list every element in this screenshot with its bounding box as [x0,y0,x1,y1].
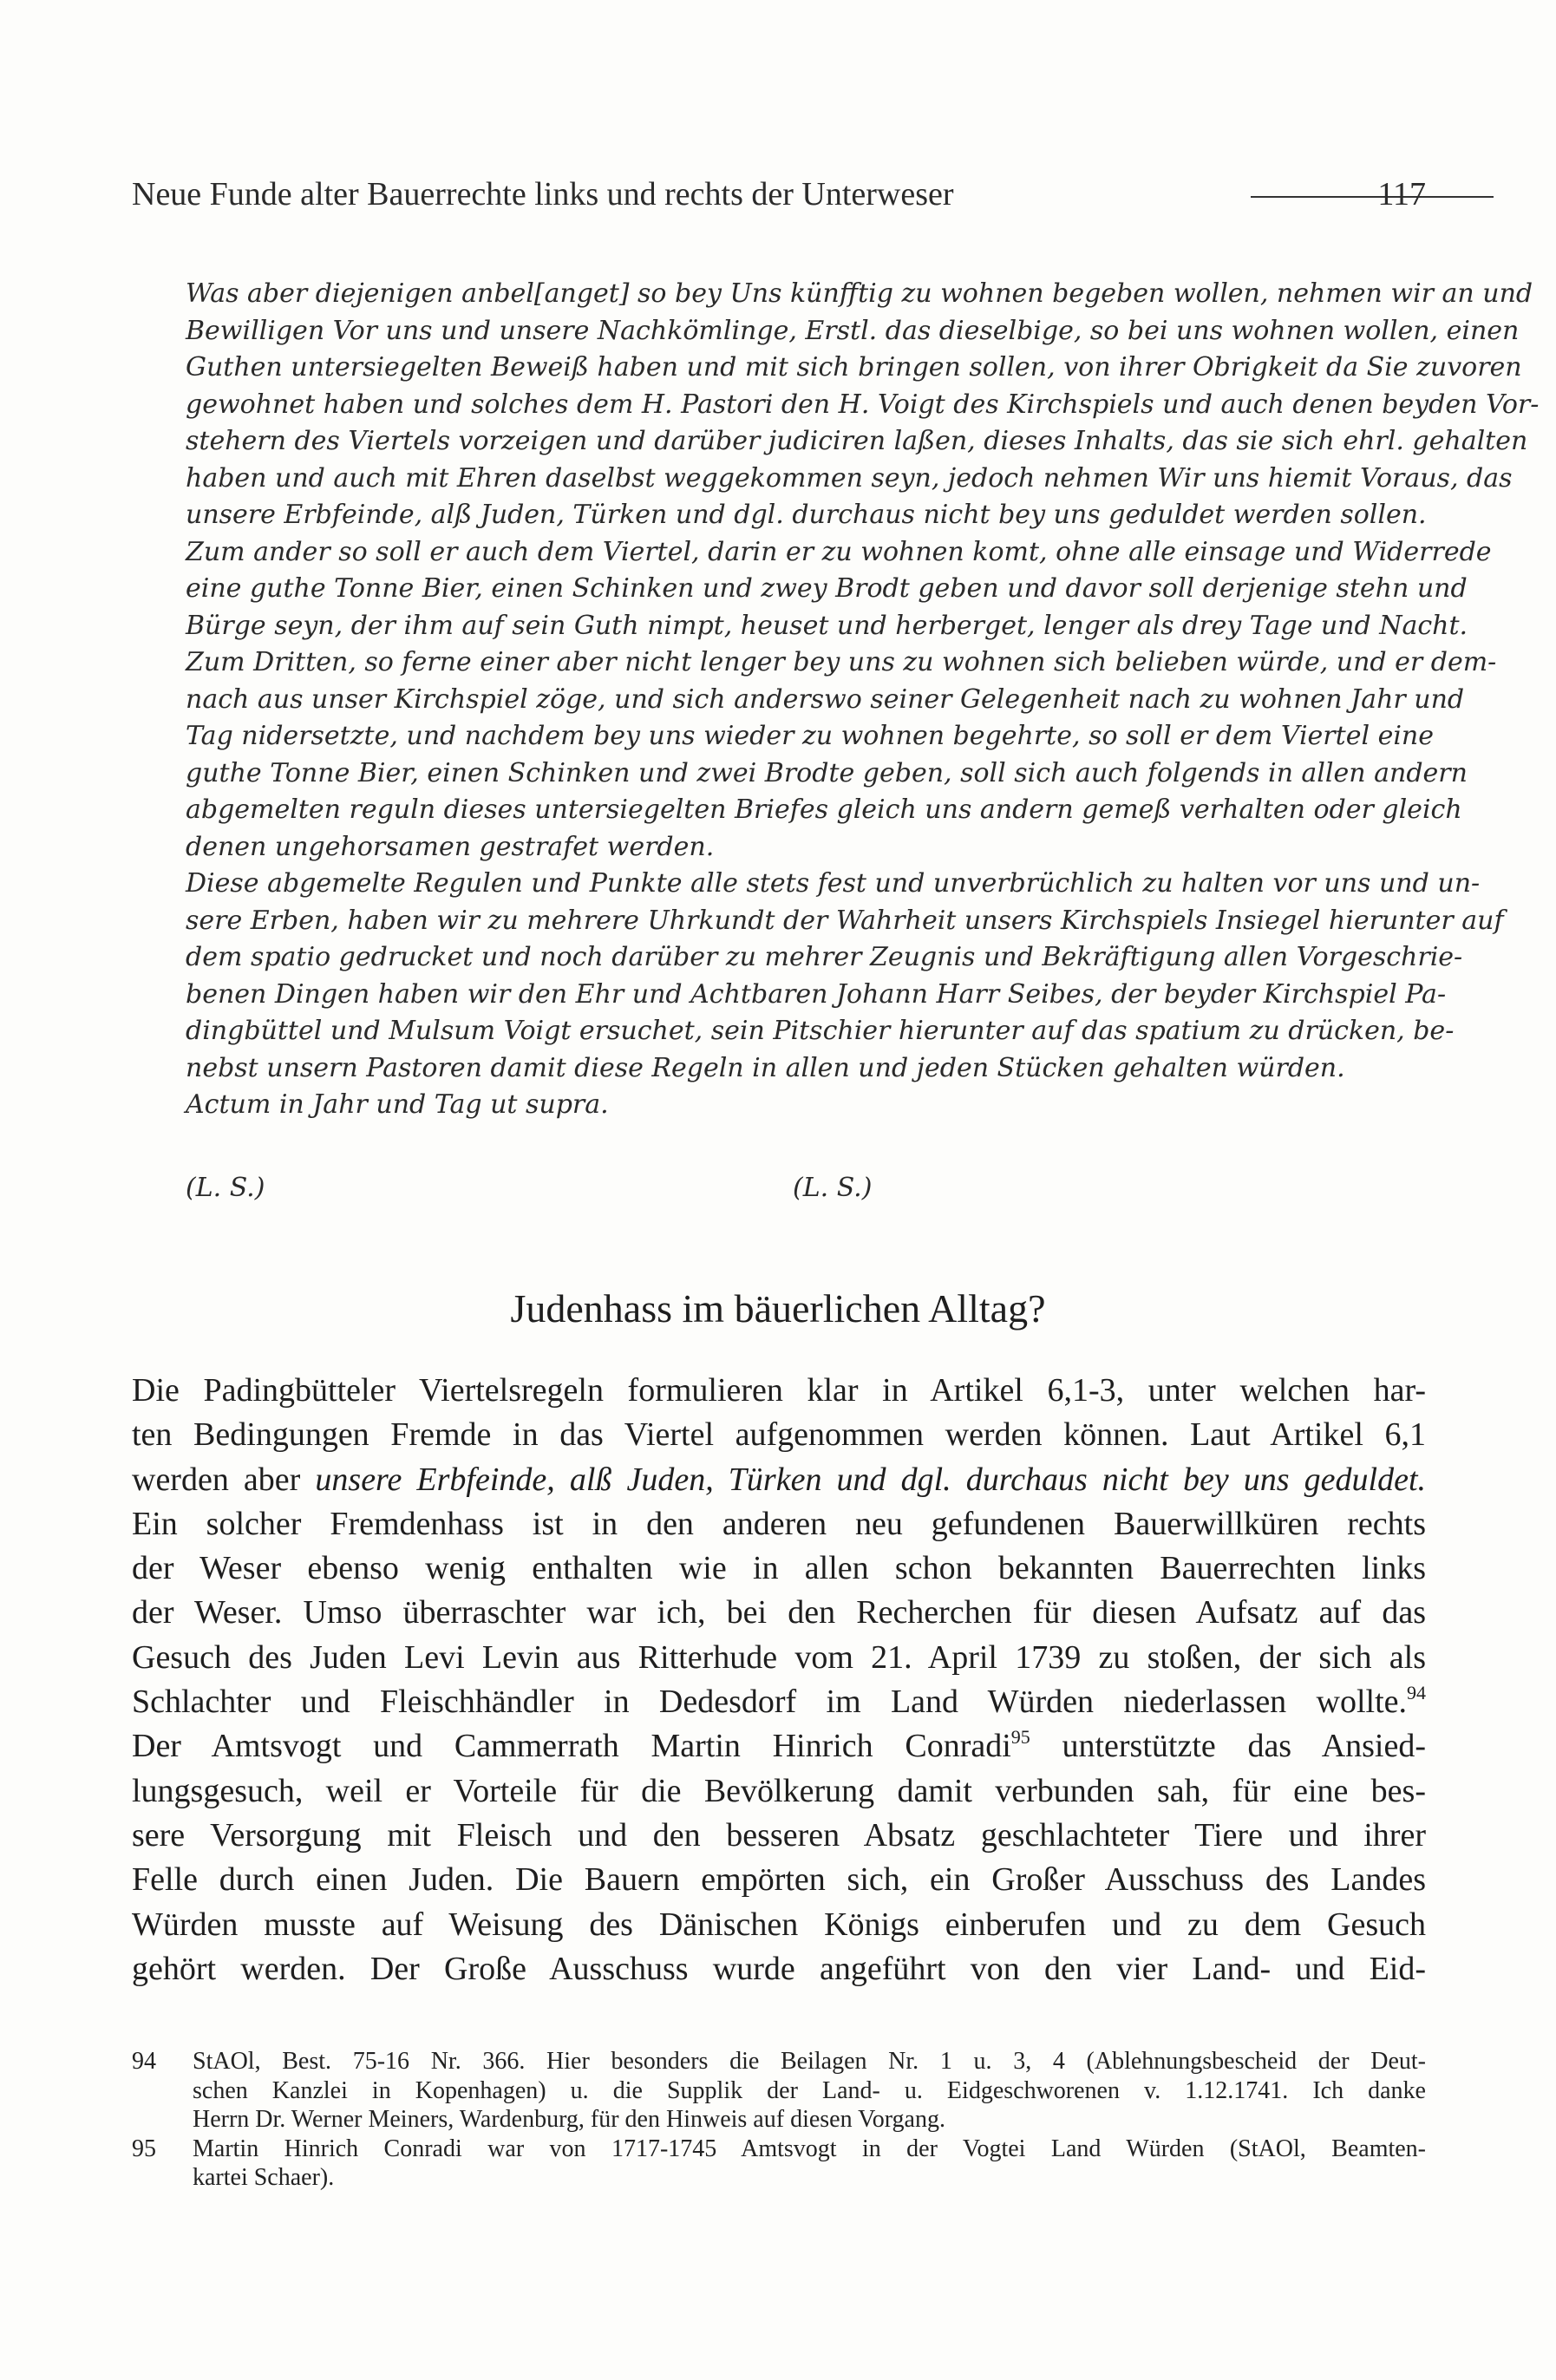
body-line: Gesuch des Juden Levi Levin aus Ritterhude vom 21. April 1739 zu stoßen, der sich als [132,1638,1426,1676]
quote-line: dingbüttel und Mulsum Voigt ersuchet, sein Pitschier hierunter auf das spatium zu drücken, be- [186,1016,1455,1046]
running-head-rule [1251,196,1494,198]
quote-line: eine guthe Tonne Bier, einen Schinken und zwey Brodt geben und davor soll derjenige stehn und [186,573,1468,604]
body-line: Der Amtsvogt und Cammerrath Martin Hinrich Conradi$^{95}$ unterstützte das Ansied- [132,1726,1426,1765]
page-number: 117 [1377,176,1426,212]
historical-quote-block [186,276,1540,1124]
body-line: lungsgesuch, weil er Vorteile für die Bevölkerung damit verbunden sah, für eine bes- [132,1772,1426,1809]
footnotes [132,2047,1426,2193]
footnote-line: kartei Schaer). [193,2164,335,2192]
body-line: der Weser. Umso überraschter war ich, bei den Recherchen für diesen Aufsatz auf das [132,1594,1426,1631]
footnote-94 [132,2047,1426,2135]
body-line: Die Padingbütteler Viertelsregeln formulieren klar in Artikel 6,1-3, unter welchen har- [132,1372,1426,1409]
footnote-95 [132,2135,1426,2193]
quote-line: denen ungehorsamen gestrafet werden. [186,831,715,862]
quote-line: Actum in Jahr und Tag ut supra. [186,1089,609,1120]
quote-line: haben und auch mit Ehren daselbst weggekommen seyn, jedoch nehmen Wir uns hiemit Voraus, das [186,462,1513,494]
quote-line: guthe Tonne Bier, einen Schinken und zwei Brodte geben, soll sich auch folgends in allen andern [186,757,1468,788]
quote-line: gewohnet haben und solches dem H. Pastori den H. Voigt des Kirchspiels und auch denen beyden Vor- [186,389,1540,420]
body-line: der Weser ebenso wenig enthalten wie in allen schon bekannten Bauerrechten links [132,1550,1426,1587]
footnote-line: Martin Hinrich Conradi war von 1717-1745 Amtsvogt in der Vogtei Land Würden (StAOl, Beamten- [193,2135,1426,2162]
quote-line: nach aus unser Kirchspiel zöge, und sich anderswo seiner Gelegenheit nach zu wohnen Jahr und [186,683,1465,715]
body-line: Felle durch einen Juden. Die Bauern empörten sich, ein Großer Ausschuss des Landes [132,1861,1426,1899]
quote-line: sere Erben, haben wir zu mehrere Uhrkundt der Wahrheit unsers Kirchspiels Insiegel hierunter auf [186,905,1504,936]
footnote-line: schen Kanzlei in Kopenhagen) u. die Supplik der Land- u. Eidgeschworenen v. 1.12.1741. Ich danke [193,2076,1426,2104]
quote-line: Was aber diejenigen anbel[anget] so bey Uns künfftig zu wohnen begeben wollen, nehmen wir an und [186,278,1533,309]
quote-line: Tag nidersetzte, und nachdem bey uns wieder zu wohnen begehrte, so soll er dem Viertel eine [186,721,1435,751]
quote-line: nebst unsern Pastoren damit diese Regeln in allen und jeden Stücken gehalten würden. [186,1052,1345,1083]
footnote-line: StAOl, Best. 75-16 Nr. 366. Hier besonders die Beilagen Nr. 1 u. 3, 4 (Ablehnungsbescheid der Deut- [193,2048,1426,2075]
quote-line: abgemelten reguln dieses untersiegelten Briefes gleich uns andern gemeß verhalten oder gleich [186,794,1462,825]
footnote-number: 94 [132,2048,156,2075]
footnote-ref-95[interactable]: 95 [1010,1726,1030,1749]
seal-mark-left: (L. S.) [186,1173,265,1203]
body-line: Ein solcher Fremdenhass ist in den anderen neu gefundenen Bauerwillküren rechts [132,1505,1426,1542]
body-line: Würden musste auf Weisung des Dänischen Königs einberufen und zu dem Gesuch [132,1906,1426,1943]
quote-line: benen Dingen haben wir den Ehr und Achtbaren Johann Harr Seibes, der beyder Kirchspiel Pa- [186,978,1447,1010]
body-line: ten Bedingungen Fremde in das Viertel aufgenommen werden können. Laut Artikel 6,1 [132,1416,1426,1454]
italic-quotation: unsere Erbfeinde, alß Juden, Türken und dgl. durchaus nicht bey uns geduldet. [315,1461,1427,1498]
footnote-line: Herrn Dr. Werner Meiners, Wardenburg, für den Hinweis auf diesen Vorgang. [193,2106,945,2134]
running-head [132,170,1426,222]
quote-line: Zum Dritten, so ferne einer aber nicht lenger bey uns zu wohnen sich belieben würde, und er dem- [186,647,1497,677]
body-line: gehört werden. Der Große Ausschuss wurde angeführt von den vier Land- und Eid- [132,1950,1426,1987]
quote-line: Zum ander so soll er auch dem Viertel, darin er zu wohnen komt, ohne alle einsage und Widerrede [186,536,1492,567]
running-head-title: Neue Funde alter Bauerrechte links und rechts der Unterweser [132,176,954,212]
quote-line: stehern des Viertels vorzeigen und darüber judiciren laßen, dieses Inhalts, das sie sich ehrl. gehalten [186,426,1528,456]
seal-mark-right: (L. S.) [793,1173,873,1203]
quote-line: Bewilligen Vor uns und unsere Nachkömlinge, Erstl. das dieselbige, so bei uns wohnen wollen, einen [186,315,1520,346]
body-line: Schlachter und Fleischhändler in Dedesdorf im Land Würden niederlassen wollte.$^{94}$ [132,1682,1426,1721]
body-line: werden aber unsere Erbfeinde, alß Juden, Türken und dgl. durchaus nicht bey uns geduldet. [132,1461,1427,1498]
footnote-number: 95 [132,2135,156,2162]
quote-line: Bürge seyn, der ihm auf sein Guth nimpt, heuset und herberget, lenger als drey Tage und Nacht. [186,610,1468,641]
footnote-ref-94[interactable]: 94 [1407,1682,1426,1704]
quote-line: dem spatio gedrucket und noch darüber zu mehrer Zeugnis und Bekräftigung allen Vorgeschrie- [186,942,1463,972]
quote-line: Guthen untersiegelten Beweiß haben und mit sich bringen sollen, von ihrer Obrigkeit da Sie zuvoren [186,352,1522,382]
quote-line: unsere Erbfeinde, alß Juden, Türken und dgl. durchaus nicht bey uns geduldet werden sollen. [186,500,1427,530]
body-line: sere Versorgung mit Fleisch und den besseren Absatz geschlachteter Tiere und ihrer [132,1816,1426,1854]
body-paragraph [132,1369,1426,1991]
quote-line: Diese abgemelte Regulen und Punkte alle stets fest und unverbrüchlich zu halten vor uns und un- [186,868,1481,899]
section-heading: Judenhass im bäuerlichen Alltag? [510,1286,1046,1331]
